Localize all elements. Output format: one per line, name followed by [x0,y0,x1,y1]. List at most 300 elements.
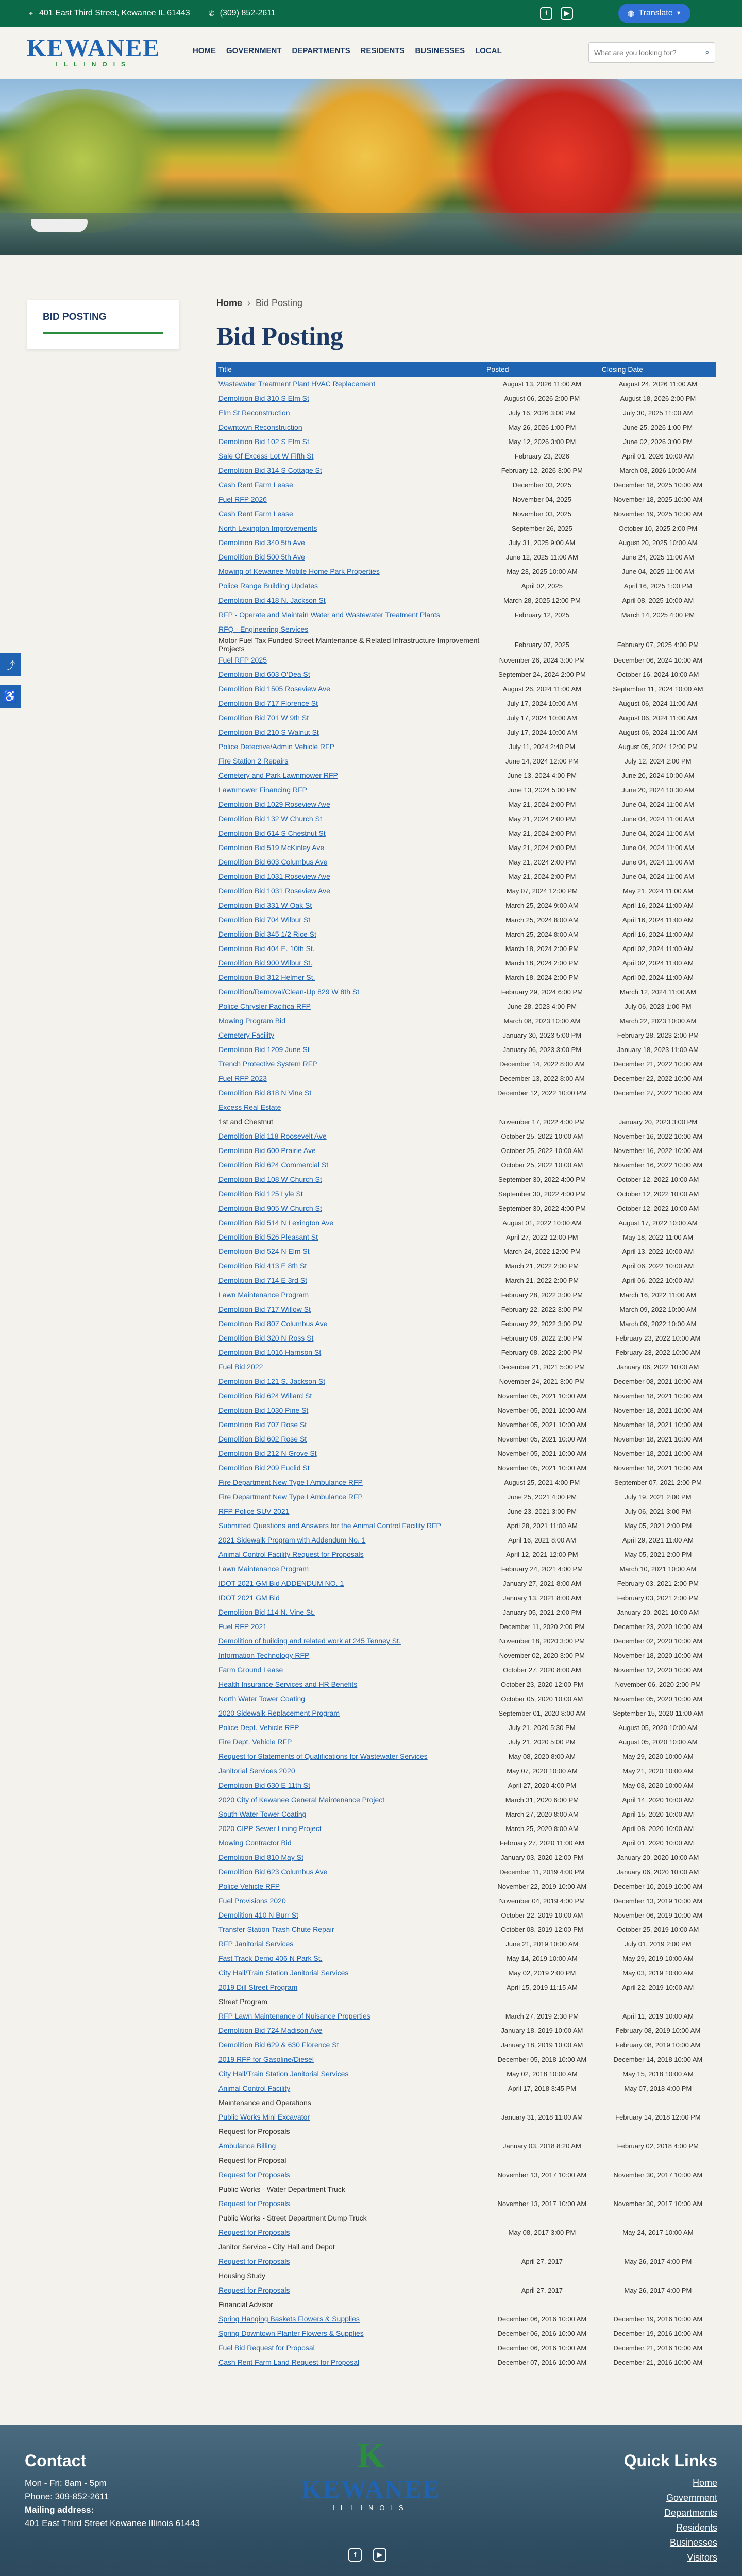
posted-date-cell: September 24, 2024 2:00 PM [498,670,586,679]
posted-date-cell: March 28, 2025 12:00 PM [503,596,581,604]
accessibility-icon[interactable]: ♿ [0,685,21,708]
bid-title-cell [216,1634,484,1648]
bid-title-link[interactable]: Demolition Bid 623 Columbus Ave [218,1868,328,1876]
footer-contact [25,2451,200,2530]
closing-date-cell: August 06, 2024 11:00 AM [618,699,698,707]
table-row [216,1143,716,1158]
closing-date-cell: February 28, 2023 2:00 PM [617,1031,699,1039]
bid-title-cell [216,1663,484,1677]
closing-date-cell [600,2153,716,2167]
table-row [216,2139,716,2153]
table-row [216,1908,716,1922]
bid-title-link[interactable]: Demolition Bid 310 S Elm St [218,394,309,402]
bid-title-link[interactable]: Farm Ground Lease [218,1666,283,1674]
bid-title-link[interactable]: Cash Rent Farm Land Request for Proposal [218,2358,360,2366]
bid-title-link[interactable]: Mowing of Kewanee Mobile Home Park Properties [218,567,380,575]
table-row [216,2182,716,2196]
posted-date-cell: March 31, 2020 6:00 PM [505,1795,579,1804]
bid-title-cell [216,927,484,941]
bid-title-cell [216,999,484,1013]
bid-title-cell [216,391,484,405]
bid-title-link[interactable]: South Water Tower Coating [218,1810,307,1818]
bid-title-link[interactable]: Demolition Bid 108 W Church St [218,1175,322,1183]
bid-title-link[interactable]: Demolition/Removal/Clean-Up 829 W 8th St [218,988,360,996]
sidebar-item-bid-posting[interactable]: BID POSTING [43,311,163,334]
bid-title-link[interactable]: Demolition Bid 125 Lyle St [218,1190,303,1198]
bid-title-link[interactable]: Cemetery Facility [218,1031,275,1039]
bid-title-link[interactable]: Police Range Building Updates [218,582,318,590]
table-row [216,1590,716,1605]
posted-date-cell: December 13, 2022 8:00 AM [499,1074,585,1082]
posted-date-cell [484,2240,600,2254]
table-row [216,1764,716,1778]
bid-title-link[interactable]: Fuel RFP 2023 [218,1074,267,1082]
bid-title-link[interactable]: Fuel Bid Request for Proposal [218,2344,315,2352]
translate-button[interactable] [618,4,690,23]
posted-date-cell: December 11, 2019 4:00 PM [499,1868,585,1876]
posted-date-cell: May 08, 2020 8:00 AM [508,1752,576,1760]
table-row [216,1778,716,1792]
bid-title-cell [216,2167,484,2182]
closing-date-cell: June 04, 2024 11:00 AM [621,843,694,852]
bid-title-link[interactable]: Demolition Bid 614 S Chestnut St [218,829,326,837]
bid-title-link[interactable]: Demolition Bid 1030 Pine St [218,1406,309,1414]
quick-link-government[interactable]: Government [666,2493,717,2503]
bid-title-cell [216,1086,484,1100]
bid-title-link[interactable]: RFP Lawn Maintenance of Nuisance Properties [218,2012,370,2020]
bid-title-link[interactable]: Demolition Bid 102 S Elm St [218,437,309,446]
closing-date-cell: August 05, 2020 10:00 AM [618,1738,698,1746]
bid-title-link[interactable]: Fuel Provisions 2020 [218,1896,286,1905]
nav-government[interactable]: GOVERNMENT [226,46,282,55]
bid-title-link[interactable]: Demolition Bid 212 N Grove St [218,1449,317,1458]
quick-link-departments[interactable]: Departments [664,2507,717,2518]
bid-title-link[interactable]: IDOT 2021 GM Bid [218,1594,280,1602]
bid-title-link[interactable]: 2019 Dill Street Program [218,1983,298,1991]
bid-title-link[interactable]: Fire Department New Type I Ambulance RFP [218,1493,363,1501]
bid-title-link[interactable]: Demolition Bid 209 Euclid St [218,1464,310,1472]
table-row [216,377,716,391]
bid-title-cell [216,1792,484,1807]
closing-date-cell: August 18, 2026 2:00 PM [620,394,696,402]
table-row [216,869,716,884]
bid-title-link[interactable]: Animal Control Facility Request for Proposals [218,1550,364,1558]
closing-date-cell: November 16, 2022 10:00 AM [613,1146,703,1155]
closing-date-cell: May 03, 2019 10:00 AM [622,1969,694,1977]
closing-date-cell: March 12, 2024 11:00 AM [619,988,696,996]
bid-title-link[interactable]: Fire Department New Type I Ambulance RFP [218,1478,363,1486]
bid-title-link[interactable]: Wastewater Treatment Plant HVAC Replacement [218,380,376,388]
bid-title-link[interactable]: Demolition Bid 624 Willard St [218,1392,312,1400]
bid-title-cell [216,2341,484,2355]
bid-title-cell [216,1576,484,1590]
bid-title-cell [216,1446,484,1461]
bid-title-cell [216,449,484,463]
table-row [216,1605,716,1619]
closing-date-cell: April 22, 2019 10:00 AM [622,1983,694,1991]
main-content [216,298,716,2369]
breadcrumb [216,298,716,309]
quick-link-visitors[interactable]: Visitors [687,2552,717,2563]
closing-date-cell: April 01, 2020 10:00 AM [622,1839,694,1847]
bid-title-link[interactable]: Lawn Maintenance Program [218,1291,309,1299]
bid-title-link[interactable]: Demolition Bid 1505 Roseview Ave [218,685,330,693]
bid-title-link[interactable]: Request for Proposals [218,2171,290,2179]
bid-title-link[interactable]: Demolition Bid 418 N. Jackson St [218,596,326,604]
bid-title-link[interactable]: Demolition Bid 526 Pleasant St [218,1233,318,1241]
bid-title-link[interactable]: Demolition Bid 629 & 630 Florence St [218,2041,339,2049]
closing-date-cell: December 19, 2016 10:00 AM [613,2315,703,2323]
bid-title-link[interactable]: Elm St Reconstruction [218,409,290,417]
bid-title-link[interactable]: 2020 CIPP Sewer Lining Project [218,1824,322,1833]
bid-title-link[interactable]: Excess Real Estate [218,1103,281,1111]
posted-date-cell: January 03, 2018 8:20 AM [503,2142,581,2150]
bid-title-link[interactable]: Demolition Bid 714 E 3rd St [218,1276,307,1284]
table-row [216,1706,716,1720]
bid-title-cell [216,607,484,622]
posted-date-cell: December 07, 2016 10:00 AM [497,2358,587,2366]
bid-title-cell [216,840,484,855]
bid-title-link[interactable]: Demolition Bid 701 W 9th St [218,714,309,722]
footer-social [348,2548,398,2562]
bid-title-cell [216,1187,484,1201]
bid-title-link[interactable]: Demolition Bid 1209 June St [218,1045,310,1054]
bid-title-link[interactable]: Demolition Bid 514 N Lexington Ave [218,1218,334,1227]
table-row [216,1720,716,1735]
bid-title-link[interactable]: Fuel RFP 2021 [218,1622,267,1631]
bid-title-link[interactable]: 2019 RFP for Gasoline/Diesel [218,2055,314,2063]
bid-title-link[interactable]: Demolition Bid 707 Rose St [218,1420,307,1429]
bid-title-link[interactable]: Trench Protective System RFP [218,1060,317,1068]
bid-title-link[interactable]: Demolition Bid 320 N Ross St [218,1334,314,1342]
bid-title-link[interactable]: RFP - Operate and Maintain Water and Wastewater Treatment Plants [218,611,440,619]
bid-title-link[interactable]: Spring Downtown Planter Flowers & Supplies [218,2329,364,2337]
bid-title-link[interactable]: Lawn Maintenance Program [218,1565,309,1573]
posted-date-cell: February 22, 2022 3:00 PM [501,1305,583,1313]
table-row [216,2023,716,2038]
bid-title-link[interactable]: North Water Tower Coating [218,1694,306,1703]
table-row [216,1302,716,1316]
bid-title-link[interactable]: Demolition Bid 1029 Roseview Ave [218,800,330,808]
bid-title-link[interactable]: Public Works Mini Excavator [218,2113,310,2121]
bid-title-cell [216,1331,484,1345]
bid-title-link[interactable]: Ambulance Billing [218,2142,276,2150]
phone-link[interactable] [208,9,276,18]
closing-date-cell: April 16, 2024 11:00 AM [622,916,694,924]
youtube-icon[interactable]: ▶ [561,7,573,20]
contact-phone[interactable]: Phone: 309-852-2611 [25,2492,109,2501]
bid-title-link[interactable]: Demolition Bid 500 5th Ave [218,553,305,561]
table-row [216,2081,716,2095]
table-row [216,768,716,783]
closing-date-cell: October 12, 2022 10:00 AM [617,1175,699,1183]
nav-businesses[interactable]: BUSINESSES [415,46,465,55]
closing-date-cell [600,622,716,636]
bid-title-link[interactable]: Demolition Bid 603 O'Dea St [218,670,310,679]
posted-date-cell: October 05, 2020 10:00 AM [501,1694,583,1703]
table-row [216,2009,716,2023]
bid-title-link[interactable]: Sale Of Excess Lot W Fifth St [218,452,314,460]
bid-title-link[interactable]: Cash Rent Farm Lease [218,510,293,518]
closing-date-cell: June 04, 2024 11:00 AM [621,858,694,866]
table-row [216,2196,716,2211]
bid-title-link[interactable]: Fuel Bid 2022 [218,1363,263,1371]
bid-title-link[interactable]: 2021 Sidewalk Program with Addendum No. 1 [218,1536,366,1544]
bid-title-cell [216,1432,484,1446]
hero-image [0,79,742,255]
share-icon[interactable]: ⤴ [0,653,21,676]
table-row [216,941,716,956]
bid-title-cell [216,696,484,710]
bid-title-link[interactable]: Demolition Bid 118 Roosevelt Ave [218,1132,327,1140]
bid-title-link[interactable]: Cemetery and Park Lawnmower RFP [218,771,338,779]
bid-title-link[interactable]: Demolition Bid 1031 Roseview Ave [218,887,330,895]
bid-title-link[interactable]: Police Vehicle RFP [218,1882,280,1890]
posted-date-cell: November 04, 2019 4:00 PM [499,1896,585,1905]
address-link[interactable] [27,9,190,18]
bid-title-link[interactable]: Demolition Bid 114 N. Vine St. [218,1608,315,1616]
bid-title-link[interactable]: Fire Station 2 Repairs [218,757,289,765]
closing-date-cell: October 12, 2022 10:00 AM [617,1204,699,1212]
bid-title-cell [216,1158,484,1172]
bid-title-cell [216,1778,484,1792]
bid-title-cell [216,1129,484,1143]
bid-title-link[interactable]: Fuel RFP 2026 [218,495,267,503]
bid-title-link[interactable]: Demolition Bid 345 1/2 Rice St [218,930,316,938]
bid-title-link[interactable]: Demolition Bid 132 W Church St [218,815,322,823]
bid-title-link[interactable]: Health Insurance Services and HR Benefits [218,1680,358,1688]
bid-title-cell [216,1850,484,1865]
bid-title-link[interactable]: Fuel RFP 2025 [218,656,267,664]
posted-date-cell: October 23, 2020 12:00 PM [501,1680,583,1688]
bid-title-link[interactable]: Mowing Contractor Bid [218,1839,292,1847]
bid-title-text: Motor Fuel Tax Funded Street Maintenance & Related Infrastructure Improvement Projects [218,636,480,653]
closing-date-cell: September 07, 2021 2:00 PM [614,1478,702,1486]
table-row [216,1287,716,1302]
bid-title-link[interactable]: Demolition Bid 1016 Harrison St [218,1348,322,1357]
bid-title-link[interactable]: Demolition of building and related work at 245 Tenney St. [218,1637,401,1645]
bid-title-link[interactable]: RFQ - Engineering Services [218,625,309,633]
posted-date-cell: March 25, 2024 8:00 AM [505,930,579,938]
bid-title-cell [216,653,484,667]
bid-title-link[interactable]: Request for Proposals [218,2199,290,2208]
bid-title-cell [216,855,484,869]
bid-title-cell [216,1706,484,1720]
bid-title-link[interactable]: Demolition Bid 717 Florence St [218,699,318,707]
closing-date-cell: November 18, 2021 10:00 AM [613,1435,703,1443]
table-row [216,884,716,898]
closing-date-cell [600,2297,716,2312]
table-row [216,826,716,840]
chevron-down-icon: ▼ [676,10,682,16]
bid-title-link[interactable]: Demolition Bid 602 Rose St [218,1435,307,1443]
table-row [216,1893,716,1908]
bid-title-link[interactable]: North Lexington Improvements [218,524,317,532]
bid-title-cell [216,768,484,783]
closing-date-cell: June 04, 2025 11:00 AM [621,567,694,575]
bid-title-link[interactable]: Demolition Bid 724 Madison Ave [218,2026,323,2035]
bid-title-link[interactable]: Request for Proposals [218,2257,290,2265]
closing-date-cell: December 13, 2019 10:00 AM [613,1896,703,1905]
bid-title-cell [216,2124,484,2139]
bid-title-link[interactable]: IDOT 2021 GM Bid ADDENDUM NO. 1 [218,1579,344,1587]
bid-title-link[interactable]: Transfer Station Trash Chute Repair [218,1925,334,1934]
bid-title-cell [216,420,484,434]
posted-date-cell: December 06, 2016 10:00 AM [497,2315,587,2323]
closing-date-cell: March 14, 2025 4:00 PM [621,611,695,619]
bid-title-cell [216,1562,484,1576]
bid-title-link[interactable]: Demolition Bid 519 McKinley Ave [218,843,325,852]
bid-title-cell [216,754,484,768]
youtube-icon[interactable]: ▶ [373,2548,386,2562]
bid-title-link[interactable]: Demolition Bid 600 Prairie Ave [218,1146,316,1155]
closing-date-cell: November 19, 2025 10:00 AM [613,510,703,518]
closing-date-cell: September 11, 2024 10:00 AM [613,685,703,693]
bid-title-link[interactable]: Demolition Bid 331 W Oak St [218,901,312,909]
posted-date-cell: May 21, 2024 2:00 PM [508,872,576,880]
bid-title-link[interactable]: Demolition 410 N Burr St [218,1911,298,1919]
bid-title-link[interactable]: 2020 Sidewalk Replacement Program [218,1709,340,1717]
search-icon[interactable]: ⌕ [705,48,710,57]
nav-residents[interactable]: RESIDENTS [360,46,405,55]
bid-title-link[interactable]: Demolition Bid 818 N Vine St [218,1089,312,1097]
bid-title-link[interactable]: 2020 City of Kewanee General Maintenance Project [218,1795,385,1804]
closing-date-cell: April 11, 2019 10:00 AM [622,2012,694,2020]
bid-title-cell [216,506,484,521]
bid-title-link[interactable]: Request for Proposals [218,2286,290,2294]
closing-date-cell: July 30, 2025 11:00 AM [623,409,693,417]
posted-date-cell: May 21, 2024 2:00 PM [508,829,576,837]
table-row [216,1691,716,1706]
bid-title-link[interactable]: Mowing Program Bid [218,1016,285,1025]
bid-title-link[interactable]: Demolition Bid 810 May St [218,1853,303,1861]
bid-title-link[interactable]: Demolition Bid 603 Columbus Ave [218,858,328,866]
bid-title-cell [216,1244,484,1259]
posted-date-cell: March 27, 2019 2:30 PM [505,2012,579,2020]
bid-title-link[interactable]: Request for Statements of Qualifications for Wastewater Services [218,1752,428,1760]
bid-title-link[interactable]: Animal Control Facility [218,2084,291,2092]
nav-departments[interactable]: DEPARTMENTS [292,46,350,55]
bid-title-link[interactable]: Lawnmower Financing RFP [218,786,307,794]
bid-title-link[interactable]: RFP Janitorial Services [218,1940,294,1948]
closing-date-cell: December 27, 2022 10:00 AM [613,1089,703,1097]
closing-date-cell [600,1994,716,2009]
breadcrumb-home[interactable]: Home [216,298,243,308]
search-input[interactable] [594,48,705,57]
site-logo[interactable] [27,36,160,68]
closing-date-cell: March 22, 2023 10:00 AM [619,1016,697,1025]
bid-title-link[interactable]: Police Dept. Vehicle RFP [218,1723,299,1732]
quick-link-businesses[interactable]: Businesses [669,2537,717,2548]
bid-title-link[interactable]: Demolition Bid 807 Columbus Ave [218,1319,328,1328]
bid-title-link[interactable]: Cash Rent Farm Lease [218,481,293,489]
posted-date-cell: July 17, 2024 10:00 AM [507,714,577,722]
bid-title-link[interactable]: Information Technology RFP [218,1651,310,1659]
bid-title-cell [216,1836,484,1850]
map-pin-icon: ⌖ [29,9,33,18]
table-row [216,579,716,593]
nav-local[interactable]: LOCAL [475,46,502,55]
closing-date-cell [600,2240,716,2254]
bid-title-link[interactable]: Demolition Bid 312 Helmer St. [218,973,315,981]
logo-wordmark: KEWANEE [27,35,161,62]
bid-title-link[interactable]: Demolition Bid 210 S Walnut St [218,728,319,736]
bid-title-cell [216,725,484,739]
table-row [216,2326,716,2341]
bid-title-cell [216,1865,484,1879]
bid-title-link[interactable]: Submitted Questions and Answers for the Animal Control Facility RFP [218,1521,441,1530]
bid-title-link[interactable]: Demolition Bid 121 S. Jackson St [218,1377,325,1385]
table-row [216,1244,716,1259]
table-row [216,1489,716,1504]
bid-title-link[interactable]: Demolition Bid 314 S Cottage St [218,466,322,474]
address-text: 401 East Third Street, Kewanee IL 61443 [39,9,190,18]
table-row [216,1634,716,1648]
bid-title-link[interactable]: Demolition Bid 340 5th Ave [218,538,305,547]
bid-title-link[interactable]: Fire Dept. Vehicle RFP [218,1738,292,1746]
table-row [216,811,716,826]
bid-title-cell [216,1360,484,1374]
table-row [216,927,716,941]
bid-title-link[interactable]: RFP Police SUV 2021 [218,1507,290,1515]
posted-date-cell: April 27, 2017 [521,2286,563,2294]
bid-title-link[interactable]: Demolition Bid 717 Willow St [218,1305,311,1313]
bid-title-link[interactable]: Request for Proposals [218,2228,290,2236]
bid-title-link[interactable]: Demolition Bid 624 Commercial St [218,1161,329,1169]
closing-date-cell [600,2268,716,2283]
footer-logo[interactable] [299,2438,443,2512]
closing-date-cell: August 05, 2020 10:00 AM [618,1723,698,1732]
bid-title-link[interactable]: Demolition Bid 404 E. 10th St. [218,944,315,953]
table-row [216,1230,716,1244]
bid-title-link[interactable]: Demolition Bid 524 N Elm St [218,1247,310,1256]
closing-date-cell: May 18, 2022 11:00 AM [622,1233,694,1241]
quick-link-home[interactable]: Home [692,2478,717,2488]
bid-title-link[interactable]: Demolition Bid 905 W Church St [218,1204,322,1212]
bid-title-link[interactable]: Downtown Reconstruction [218,423,302,431]
bid-title-link[interactable]: Demolition Bid 413 E 8th St [218,1262,307,1270]
column-header-title: Title [216,362,484,377]
main-nav [193,46,512,55]
bid-title-link[interactable]: Janitorial Services 2020 [218,1767,295,1775]
bid-title-cell [216,1215,484,1230]
table-row [216,912,716,927]
facebook-icon[interactable]: f [540,7,552,20]
nav-home[interactable]: HOME [193,46,216,55]
bid-title-link[interactable]: Demolition Bid 630 E 11th St [218,1781,310,1789]
bid-title-cell [216,941,484,956]
quick-link-residents[interactable]: Residents [676,2522,717,2533]
bid-title-link[interactable]: City Hall/Train Station Janitorial Services [218,2070,349,2078]
bid-title-cell [216,2225,484,2240]
bid-title-cell [216,636,484,653]
bid-title-cell [216,1417,484,1432]
bid-title-link[interactable]: Police Detective/Admin Vehicle RFP [218,742,334,751]
bid-title-link[interactable]: Spring Hanging Baskets Flowers & Supplies [218,2315,360,2323]
bid-title-link[interactable]: City Hall/Train Station Janitorial Services [218,1969,349,1977]
bid-title-link[interactable]: Demolition Bid 900 Wilbur St. [218,959,313,967]
bid-title-link[interactable]: Fast Track Demo 406 N Park St. [218,1954,323,1962]
facebook-icon[interactable]: f [348,2548,362,2562]
bid-title-cell [216,1403,484,1417]
bid-title-link[interactable]: Police Chrysler Pacifica RFP [218,1002,311,1010]
table-row [216,593,716,607]
posted-date-cell: March 24, 2022 12:00 PM [503,1247,581,1256]
column-header-closing: Closing Date [600,362,716,377]
bid-title-link[interactable]: Demolition Bid 704 Wilbur St [218,916,311,924]
closing-date-cell: November 18, 2021 10:00 AM [613,1420,703,1429]
bid-title-link[interactable]: Demolition Bid 1031 Roseview Ave [218,872,330,880]
